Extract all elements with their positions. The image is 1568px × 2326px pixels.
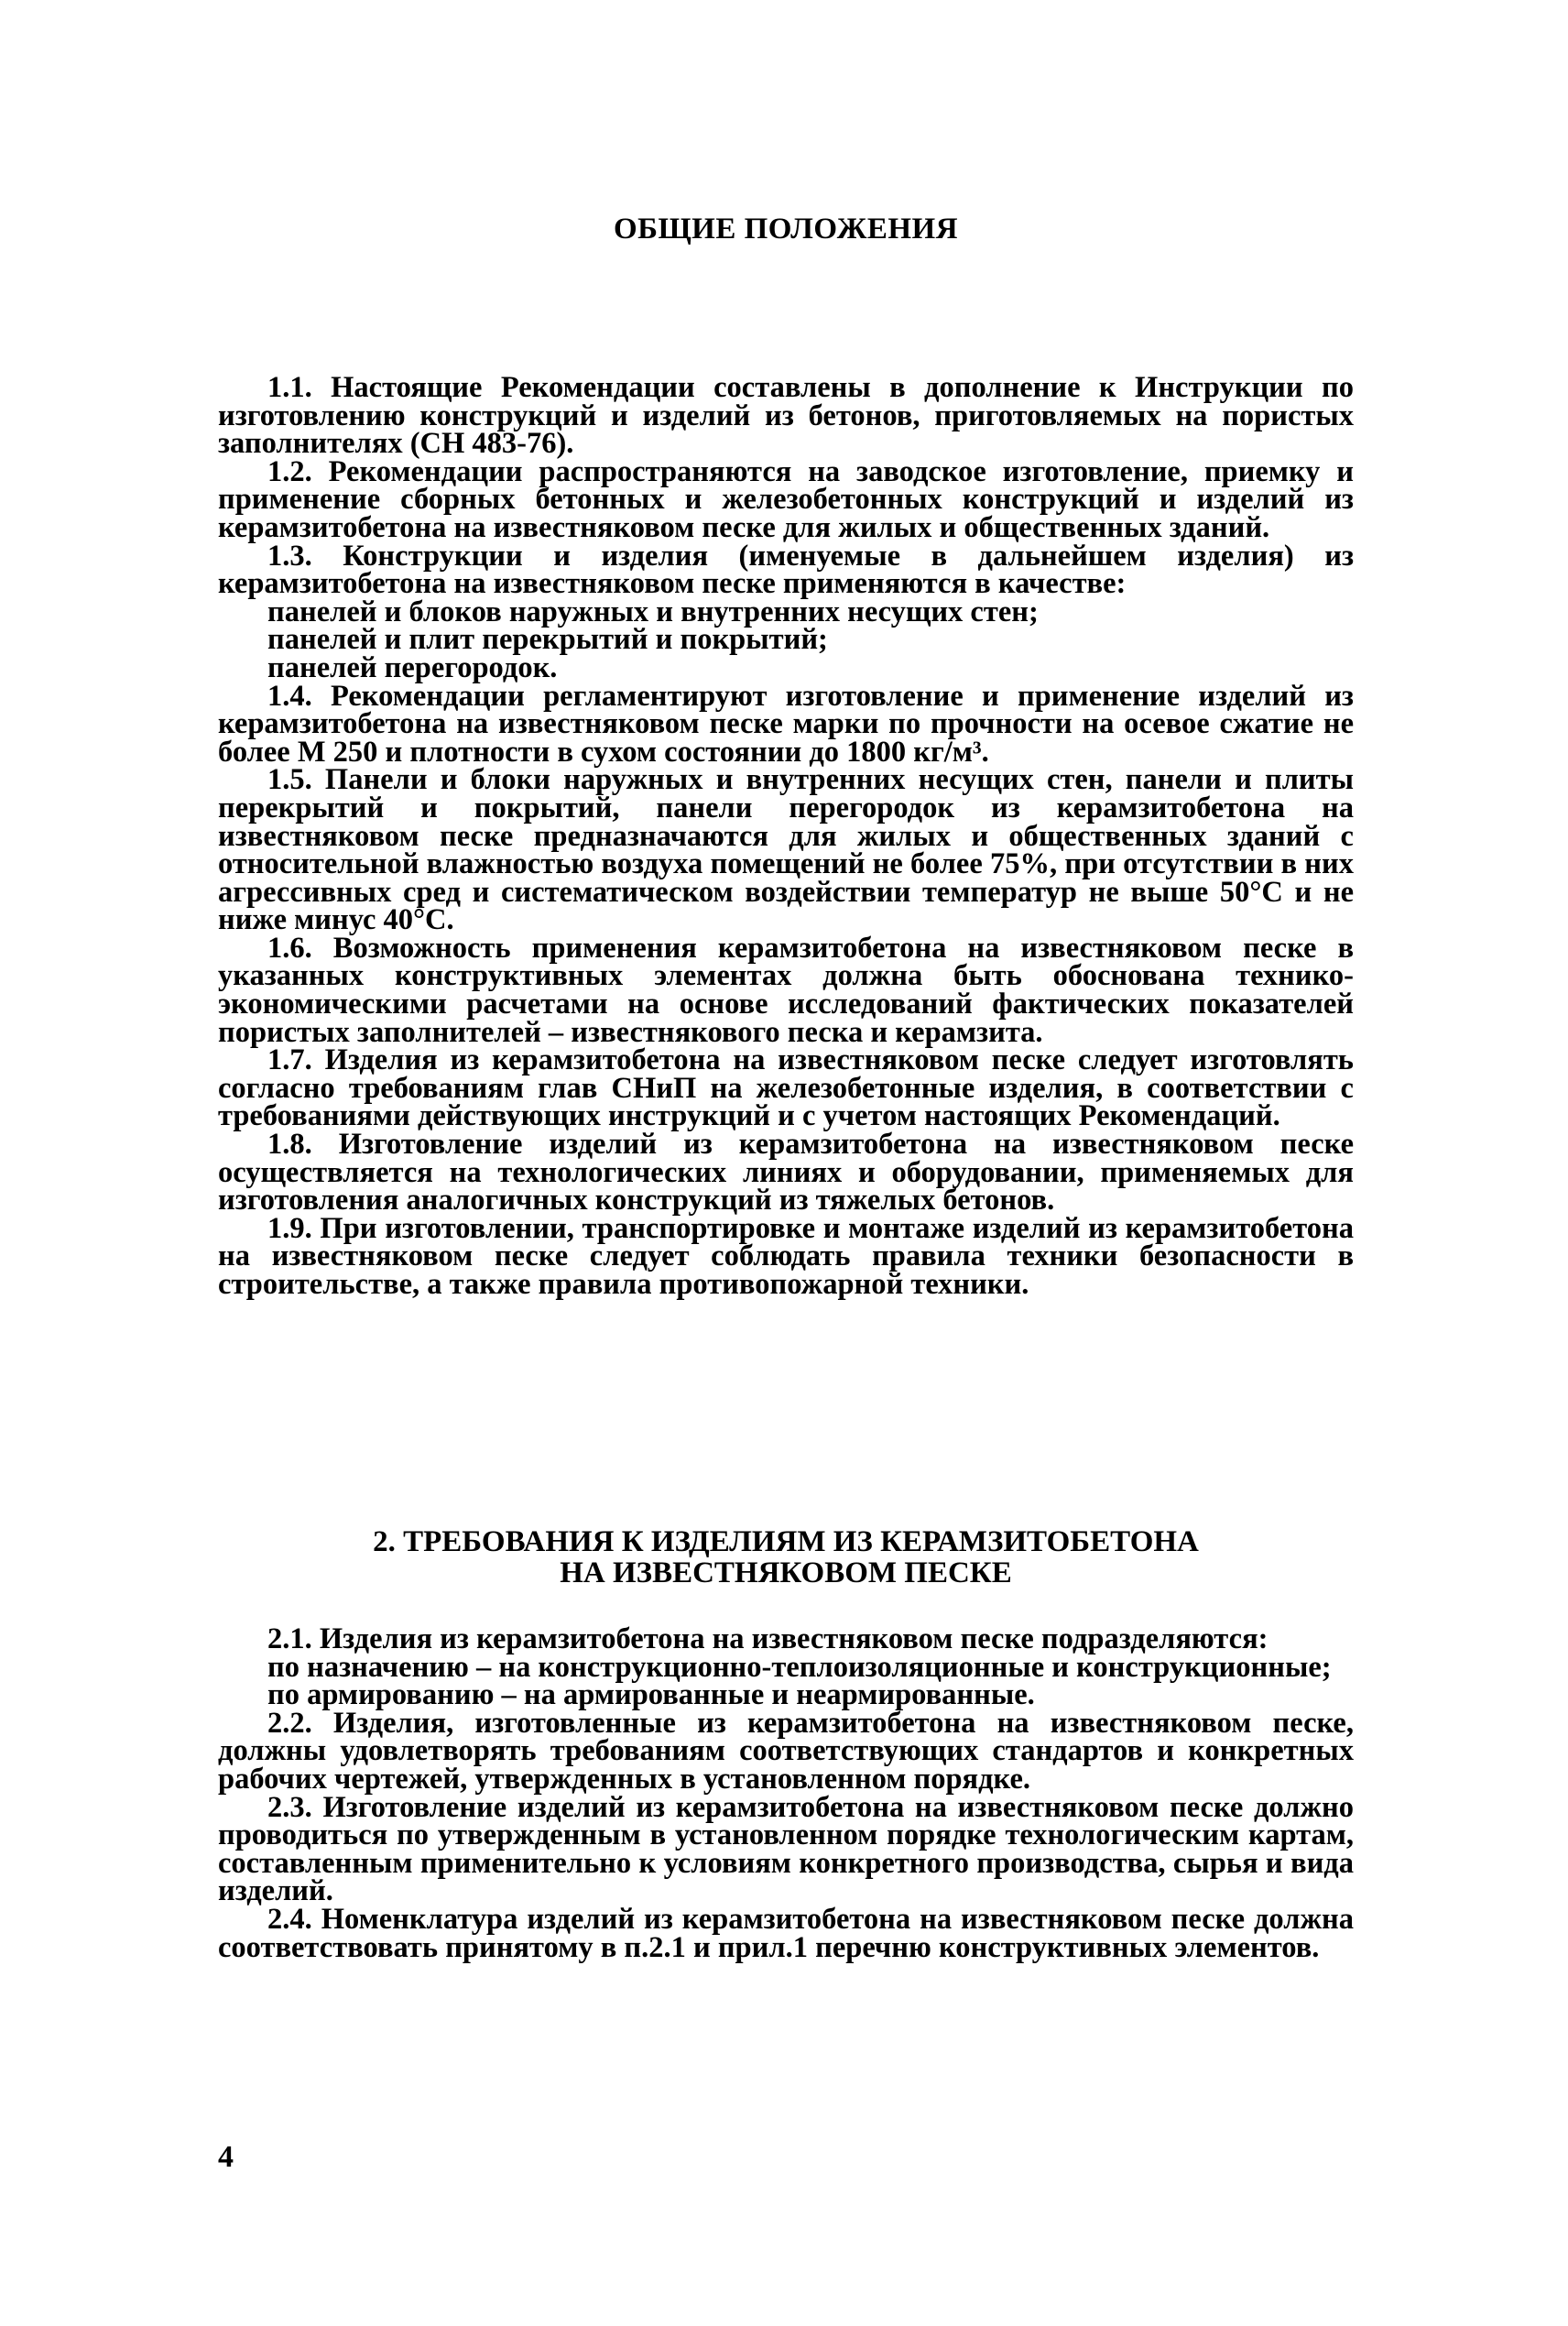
section-2-title-line-2: НА ИЗВЕСТНЯКОВОМ ПЕСКЕ [560,1556,1012,1589]
document-page [218,0,1354,2326]
page-number: 4 [218,2140,234,2174]
paragraph-1-3: 1.3. Конструкции и изделия (именуемые в дальнейшем изделия) из керамзитобетона на известняковом песке применяются в качестве: [218,539,1354,601]
paragraph-1-7: 1.7. Изделия из керамзитобетона на известняковом песке следует изготовлять согласно требованиям глав СНиП на железобетонные изделия, в соответствии с требованиями действующих инструкций и с учетом настоящих Рекомендаций. [218,1043,1354,1133]
paragraph-1-4: 1.4. Рекомендации регламентируют изготовление и применение изделий из керамзитобетона на известняковом песке марки по прочности на осевое сжатие не более М 250 и плотности в сухом состоянии до 1800 кг/м³. [218,679,1354,769]
paragraph-1-6: 1.6. Возможность применения керамзитобетона на известняковом песке в указанных конструктивных элементах должна быть обоснована технико-экономическими расчетами на основе исследований фактических показателей пористых заполнителей – известнякового песка и керамзита. [218,931,1354,1049]
paragraph-2-1: 2.1. Изделия из керамзитобетона на известняковом песке подразделяются: [267,1622,1269,1655]
paragraph-1-5: 1.5. Панели и блоки наружных и внутренних несущих стен, панели и плиты перекрытий и покрытий, панели перегородок из керамзитобетона на известняковом песке предназначаются для жилых и общественных зданий с относительной влажностью воздуха помещений не более 75%, при отсутствии в них агрессивных сред и систематическом воздействии температур не выше 50°С и не ниже минус 40°С. [218,763,1354,937]
paragraph-2-4: 2.4. Номенклатура изделий из керамзитобетона на известняковом песке должна соответствовать принятому в п.2.1 и прил.1 перечню конструктивных элементов. [218,1902,1354,1964]
section-2-title-line-1: 2. ТРЕБОВАНИЯ К ИЗДЕЛИЯМ ИЗ КЕРАМЗИТОБЕТОНА [373,1525,1199,1558]
paragraph-1-9: 1.9. При изготовлении, транспортировке и монтаже изделий из керамзитобетона на известняковом песке следует соблюдать правила техники безопасности в строительстве, а также правила противопожарной техники. [218,1211,1354,1301]
list-item-walls: панелей и блоков наружных и внутренних несущих стен; [267,595,1039,628]
paragraph-2-2: 2.2. Изделия, изготовленные из керамзитобетона на известняковом песке, должны удовлетворять требованиям соответствующих стандартов и конкретных рабочих чертежей, утвержденных в установленном порядке. [218,1706,1354,1796]
list-item-slabs: панелей и плит перекрытий и покрытий; [267,623,828,657]
paragraph-1-8: 1.8. Изготовление изделий из керамзитобетона на известняковом песке осуществляется на технологических линиях и оборудовании, применяемых для изготовления аналогичных конструкций из тяжелых бетонов. [218,1128,1354,1218]
section-1-title: ОБЩИЕ ПОЛОЖЕНИЯ [613,213,959,246]
list-item-purpose: по назначению – на конструкционно-теплоизоляционные и конструкционные; [267,1650,1332,1684]
list-item-partitions: панелей перегородок. [267,650,558,684]
section-2-title [218,1526,1354,1589]
paragraph-1-2: 1.2. Рекомендации распространяются на заводское изготовление, приемку и применение сборных бетонных и железобетонных конструкций и изделий из керамзитобетона на известняковом песке для жилых и общественных зданий. [218,454,1354,544]
section-1-body [218,371,1354,1301]
section-2-body [218,1622,1354,1964]
list-item-reinforcement: по армированию – на армированные и неармированные. [267,1678,1035,1712]
paragraph-2-3: 2.3. Изготовление изделий из керамзитобетона на известняковом песке должно проводиться по утвержденным в установленном порядке технологическим картам, составленным применительно к условиям конкретного производства, сырья и вида изделий. [218,1790,1354,1908]
paragraph-1-1: 1.1. Настоящие Рекомендации составлены в дополнение к Инструкции по изготовлению конструкций и изделий из бетонов, приготовляемых на пористых заполнителях (СН 483-76). [218,371,1354,461]
